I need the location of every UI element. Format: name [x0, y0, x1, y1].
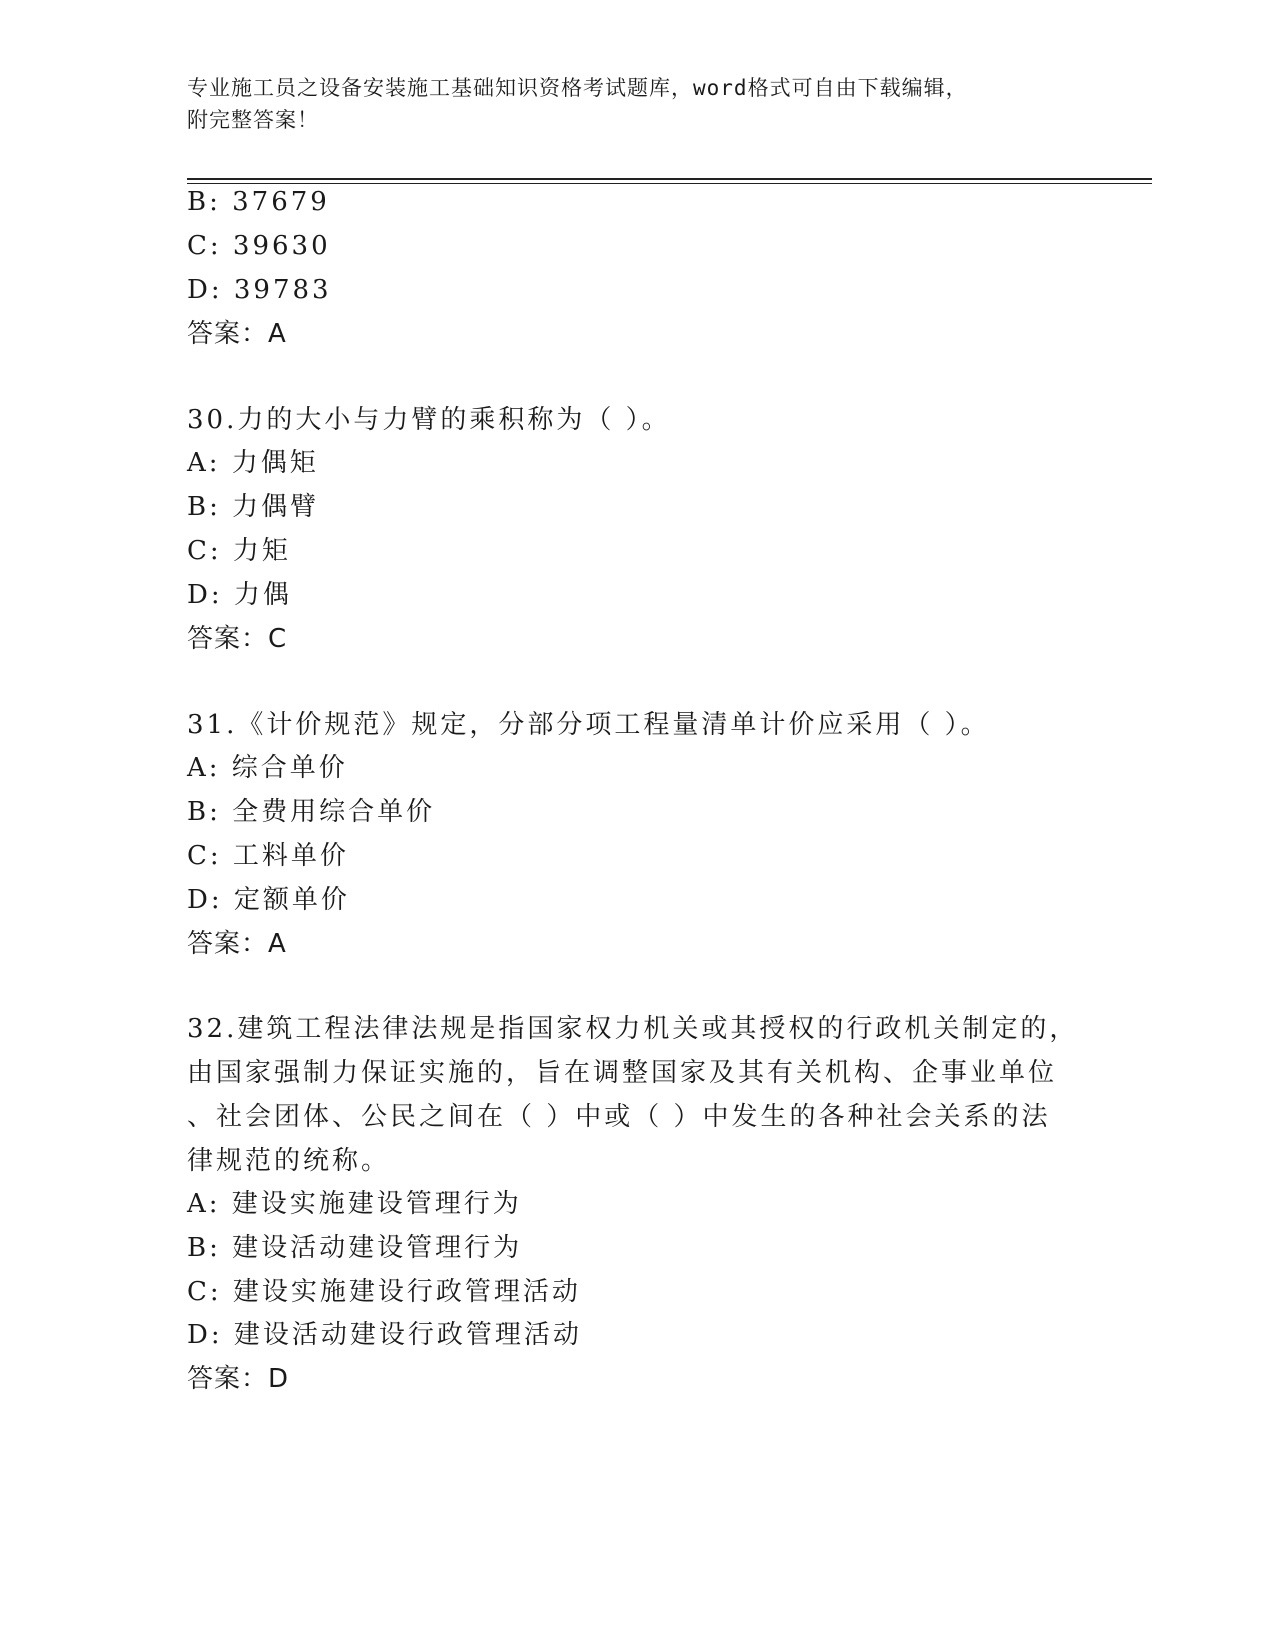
header-rule-thin	[187, 183, 1152, 184]
q30-option-d: D: 力偶	[187, 580, 292, 610]
q32-option-a: A: 建设实施建设管理行为	[187, 1189, 522, 1219]
q31-option-b: B: 全费用综合单价	[187, 797, 436, 827]
header-line-2: 附完整答案！	[187, 108, 319, 132]
q31-stem: 31.《计价规范》规定，分部分项工程量清单计价应采用（ ）。	[187, 710, 990, 740]
prev-option-d: D: 39783	[187, 275, 332, 305]
q30-option-c: C: 力矩	[187, 536, 291, 566]
q32-stem-line-1: 32.建筑工程法律法规是指国家权力机关或其授权的行政机关制定的，	[187, 1014, 1079, 1044]
prev-option-b: B: 37679	[187, 187, 330, 217]
q32-stem-line-2: 由国家强制力保证实施的，旨在调整国家及其有关机构、企事业单位	[187, 1058, 1058, 1088]
q32-option-d: D: 建设活动建设行政管理活动	[187, 1320, 582, 1350]
q32-option-b: B: 建设活动建设管理行为	[187, 1233, 523, 1263]
q32-stem-line-4: 律规范的统称。	[187, 1146, 391, 1176]
document-header	[187, 72, 1087, 136]
q32-option-c: C: 建设实施建设行政管理活动	[187, 1277, 581, 1307]
q31-option-a: A: 综合单价	[187, 753, 348, 783]
q30-option-b: B: 力偶臂	[187, 492, 320, 522]
header-line-1: 专业施工员之设备安装施工基础知识资格考试题库，word格式可自由下载编辑，	[187, 76, 968, 100]
q31-option-d: D: 定额单价	[187, 885, 350, 915]
prev-option-c: C: 39630	[187, 231, 331, 261]
q30-stem: 30.力的大小与力臂的乘积称为（ ）。	[187, 405, 671, 435]
q30-option-a: A: 力偶矩	[187, 448, 319, 478]
prev-answer: 答案：A	[187, 319, 287, 349]
q32-stem-line-3: 、社会团体、公民之间在（ ）中或（ ）中发生的各种社会关系的法	[187, 1102, 1051, 1132]
header-rule-thick	[187, 178, 1152, 180]
q31-option-c: C: 工料单价	[187, 841, 349, 871]
q32-answer: 答案：D	[187, 1364, 290, 1394]
q31-answer: 答案：A	[187, 929, 287, 959]
q30-answer: 答案：C	[187, 624, 288, 654]
